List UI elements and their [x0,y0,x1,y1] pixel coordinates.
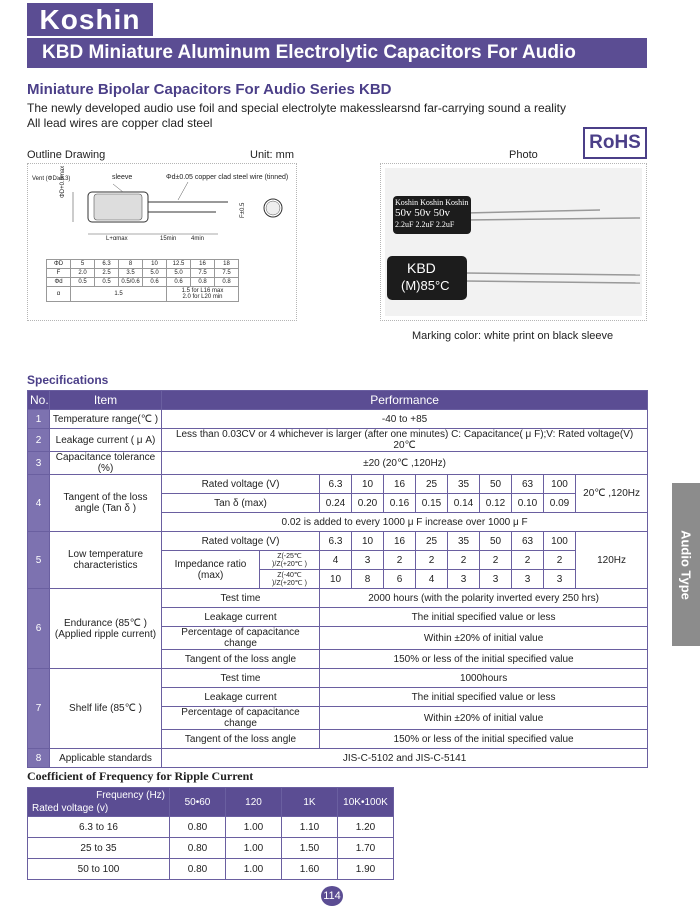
table-cell: α [47,287,71,302]
table-row [28,788,394,817]
test-label: Test time [162,669,320,688]
table-cell: 0.6 [167,278,191,287]
tan-value: 0.24 [320,494,352,513]
marking-capacitance: 2.2uF 2.2uF 2.2uF [395,220,455,229]
series-title: Miniature Bipolar Capacitors For Audio Series KBD [27,81,392,98]
intro-line: The newly developed audio use foil and special electrolyte makesslearsnd far-carrying sound a reality [27,101,566,115]
condition-cell: 20℃ ,120Hz [576,475,648,513]
ripple-value: 0.80 [170,838,226,859]
condition-cell: 120Hz [576,532,648,589]
table-row [47,278,239,287]
table-cell: 2.5 [95,269,119,278]
table-cell: 18 [215,260,239,269]
impedance-value: 3 [512,570,544,589]
tan-note: 0.02 is added to every 1000 μ F increase over 1000 μ F [162,513,648,532]
alpha-note: 2.0 for L20 min [182,294,223,300]
ripple-value: 1.00 [226,859,282,880]
tan-value: 0.12 [480,494,512,513]
spec-title: Specifications [27,373,109,387]
outline-label: Outline Drawing [27,149,106,161]
row-number: 3 [28,452,50,475]
table-cell: 10 [143,260,167,269]
impedance-value: 3 [544,570,576,589]
impedance-value: 2 [480,551,512,570]
voltage-value: 6.3 [320,532,352,551]
table-cell [167,287,239,302]
table-cell: 5 [71,260,95,269]
voltage-value: 6.3 [320,475,352,494]
voltage-value: 63 [512,475,544,494]
table-cell: 3.5 [119,269,143,278]
row-performance: Less than 0.03CV or 4 whichever is larger (after one minutes) C: Capacitance( μ F);V: Rated voltage(V) 20℃ [162,429,648,452]
tan-label: Tan δ (max) [162,494,320,513]
impedance-value: 2 [512,551,544,570]
voltage-label: Rated voltage (V) [162,475,320,494]
table-cell: 0.5 [71,278,95,287]
impedance-value: 2 [416,551,448,570]
impedance-value: 4 [416,570,448,589]
table-cell: 0.5/0.6 [119,278,143,287]
brand-logo: Koshin [27,3,153,36]
side-tab [672,483,700,646]
table-row [28,391,648,410]
rohs-badge: RoHS [583,127,647,159]
row-item: Tangent of the loss angle (Tan δ ) [50,475,162,532]
photo-label: Photo [509,149,538,161]
voltage-label: Rated voltage (V) [162,532,320,551]
table-row [28,749,648,768]
voltage-value: 35 [448,532,480,551]
tan-value: 0.14 [448,494,480,513]
ripple-value: 0.80 [170,859,226,880]
tan-value: 0.16 [384,494,416,513]
row-item: Capacitance tolerance (%) [50,452,162,475]
voltage-value: 10 [352,475,384,494]
marking-temp: (M)85°C [401,278,450,293]
header-performance: Performance [162,391,648,410]
capacitor-marking [395,197,471,230]
voltage-value: 100 [544,532,576,551]
photo-caption: Marking color: white print on black sleeve [412,330,614,342]
row-performance: JIS-C-5102 and JIS-C-5141 [162,749,648,768]
table-cell: 0.5 [95,278,119,287]
marking-voltage: 50v 50v 50v [395,207,450,219]
unit-label: Unit: mm [250,149,294,161]
marking-brand: Koshin Koshin Koshin [395,198,469,207]
impedance-value: 2 [448,551,480,570]
row-item: Shelf life (85℃ ) [50,669,162,749]
photo-area [385,168,642,316]
test-value: The initial specified value or less [320,688,648,707]
lead1-label: 15min [160,236,177,242]
header-no: No. [28,391,50,410]
test-label: Leakage current [162,608,320,627]
row-number: 8 [28,749,50,768]
test-value: Within ±20% of initial value [320,707,648,730]
ripple-corner-header [28,788,170,817]
product-photo [380,163,647,321]
impedance-value: 3 [352,551,384,570]
spec-table [27,390,648,768]
header-item: Item [50,391,162,410]
row-number: 1 [28,410,50,429]
table-row [28,532,648,551]
side-tab-label: Audio Type [678,529,694,600]
table-cell: 0.8 [191,278,215,287]
impedance-value: 3 [448,570,480,589]
frequency-column: 50•60 [170,788,226,817]
table-cell: 12.5 [167,260,191,269]
frequency-column: 1K [282,788,338,817]
impedance-value: 3 [480,570,512,589]
ripple-value: 1.90 [338,859,394,880]
impedance-ratio-label: Z(-25℃ )/Z(+20℃ ) [260,551,320,570]
test-value: 2000 hours (with the polarity inverted every 250 hrs) [320,589,648,608]
row-number: 4 [28,475,50,532]
voltage-value: 25 [416,475,448,494]
impedance-ratio-label: Z(-40℃ )/Z(+20℃ ) [260,570,320,589]
table-cell: 6.3 [95,260,119,269]
impedance-value: 2 [544,551,576,570]
table-cell: 0.8 [215,278,239,287]
voltage-header: Rated voltage (v) [32,803,109,814]
pitch-label: F±0.5 [240,202,246,218]
frequency-header: Frequency (Hz) [96,790,165,801]
table-cell: 16 [191,260,215,269]
table-row [47,269,239,278]
ripple-title: Coefficient of Frequency for Ripple Current [27,769,254,783]
voltage-value: 100 [544,475,576,494]
impedance-value: 10 [320,570,352,589]
ripple-value: 1.10 [282,817,338,838]
test-label: Percentage of capacitance change [162,627,320,650]
voltage-value: 16 [384,475,416,494]
ripple-table [27,787,394,880]
tan-value: 0.15 [416,494,448,513]
impedance-value: 4 [320,551,352,570]
table-row [47,287,239,302]
test-value: 1000hours [320,669,648,688]
ripple-value: 1.00 [226,817,282,838]
table-row [28,859,394,880]
capacitor-photo [385,168,642,316]
intro-text [27,101,566,131]
intro-line: All lead wires are copper clad steel [27,116,213,130]
table-row [28,817,394,838]
row-number: 6 [28,589,50,669]
sleeve-label: sleeve [112,174,133,181]
test-value: 150% or less of the initial specified value [320,650,648,669]
tan-value: 0.10 [512,494,544,513]
row-item: Low temperature characteristics [50,532,162,589]
table-row [28,410,648,429]
alpha-note: 1.5 for L16 max [181,288,224,294]
marking-series: KBD [407,260,436,276]
ripple-value: 0.80 [170,817,226,838]
impedance-label: Impedance ratio (max) [162,551,260,589]
table-cell: ΦD [47,260,71,269]
row-number: 7 [28,669,50,749]
voltage-value: 16 [384,532,416,551]
voltage-range: 25 to 35 [28,838,170,859]
table-row [47,260,239,269]
voltage-value: 10 [352,532,384,551]
dimension-table [46,259,239,302]
voltage-range: 6.3 to 16 [28,817,170,838]
tan-value: 0.09 [544,494,576,513]
vent-label: Vent (ΦD≥6.3) [32,176,71,182]
frequency-column: 120 [226,788,282,817]
table-row [28,452,648,475]
impedance-value: 8 [352,570,384,589]
table-row [28,838,394,859]
row-performance: ±20 (20℃ ,120Hz) [162,452,648,475]
impedance-value: 6 [384,570,416,589]
table-cell: 5.0 [143,269,167,278]
test-value: Within ±20% of initial value [320,627,648,650]
ripple-value: 1.20 [338,817,394,838]
table-cell: Φd [47,278,71,287]
row-number: 5 [28,532,50,589]
table-row [28,669,648,688]
table-cell: 8 [119,260,143,269]
row-item: Leakage current ( μ A) [50,429,162,452]
ripple-value: 1.60 [282,859,338,880]
test-value: 150% or less of the initial specified value [320,730,648,749]
row-performance: -40 to +85 [162,410,648,429]
test-label: Leakage current [162,688,320,707]
voltage-value: 50 [480,475,512,494]
outline-drawing [27,163,297,321]
test-value: The initial specified value or less [320,608,648,627]
voltage-value: 25 [416,532,448,551]
diameter-label: ΦD+0.5max [60,165,66,198]
ripple-value: 1.70 [338,838,394,859]
voltage-value: 35 [448,475,480,494]
row-item: Endurance (85℃ ) (Applied ripple current) [50,589,162,669]
row-item: Applicable standards [50,749,162,768]
impedance-value: 2 [384,551,416,570]
voltage-range: 50 to 100 [28,859,170,880]
test-label: Tangent of the loss angle [162,650,320,669]
page-title: KBD Miniature Aluminum Electrolytic Capacitors For Audio [27,38,647,68]
length-label: L+αmax [106,236,128,242]
page-number: 114 [321,886,343,906]
table-row [28,589,648,608]
ripple-value: 1.50 [282,838,338,859]
table-row [28,475,648,494]
tan-value: 0.20 [352,494,384,513]
table-cell: 7.5 [215,269,239,278]
row-number: 2 [28,429,50,452]
table-row [28,429,648,452]
ripple-value: 1.00 [226,838,282,859]
table-cell: 0.6 [143,278,167,287]
test-label: Percentage of capacitance change [162,707,320,730]
wire-label: Φd±0.05 copper clad steel wire (tinned) [166,174,289,181]
table-cell: 2.0 [71,269,95,278]
frequency-column: 10K•100K [338,788,394,817]
table-cell: 1.5 [71,287,167,302]
table-cell: 5.0 [167,269,191,278]
voltage-value: 63 [512,532,544,551]
table-cell: 7.5 [191,269,215,278]
lead2-label: 4min [191,236,205,242]
table-cell: F [47,269,71,278]
voltage-value: 50 [480,532,512,551]
test-label: Test time [162,589,320,608]
row-item: Temperature range(℃ ) [50,410,162,429]
test-label: Tangent of the loss angle [162,730,320,749]
